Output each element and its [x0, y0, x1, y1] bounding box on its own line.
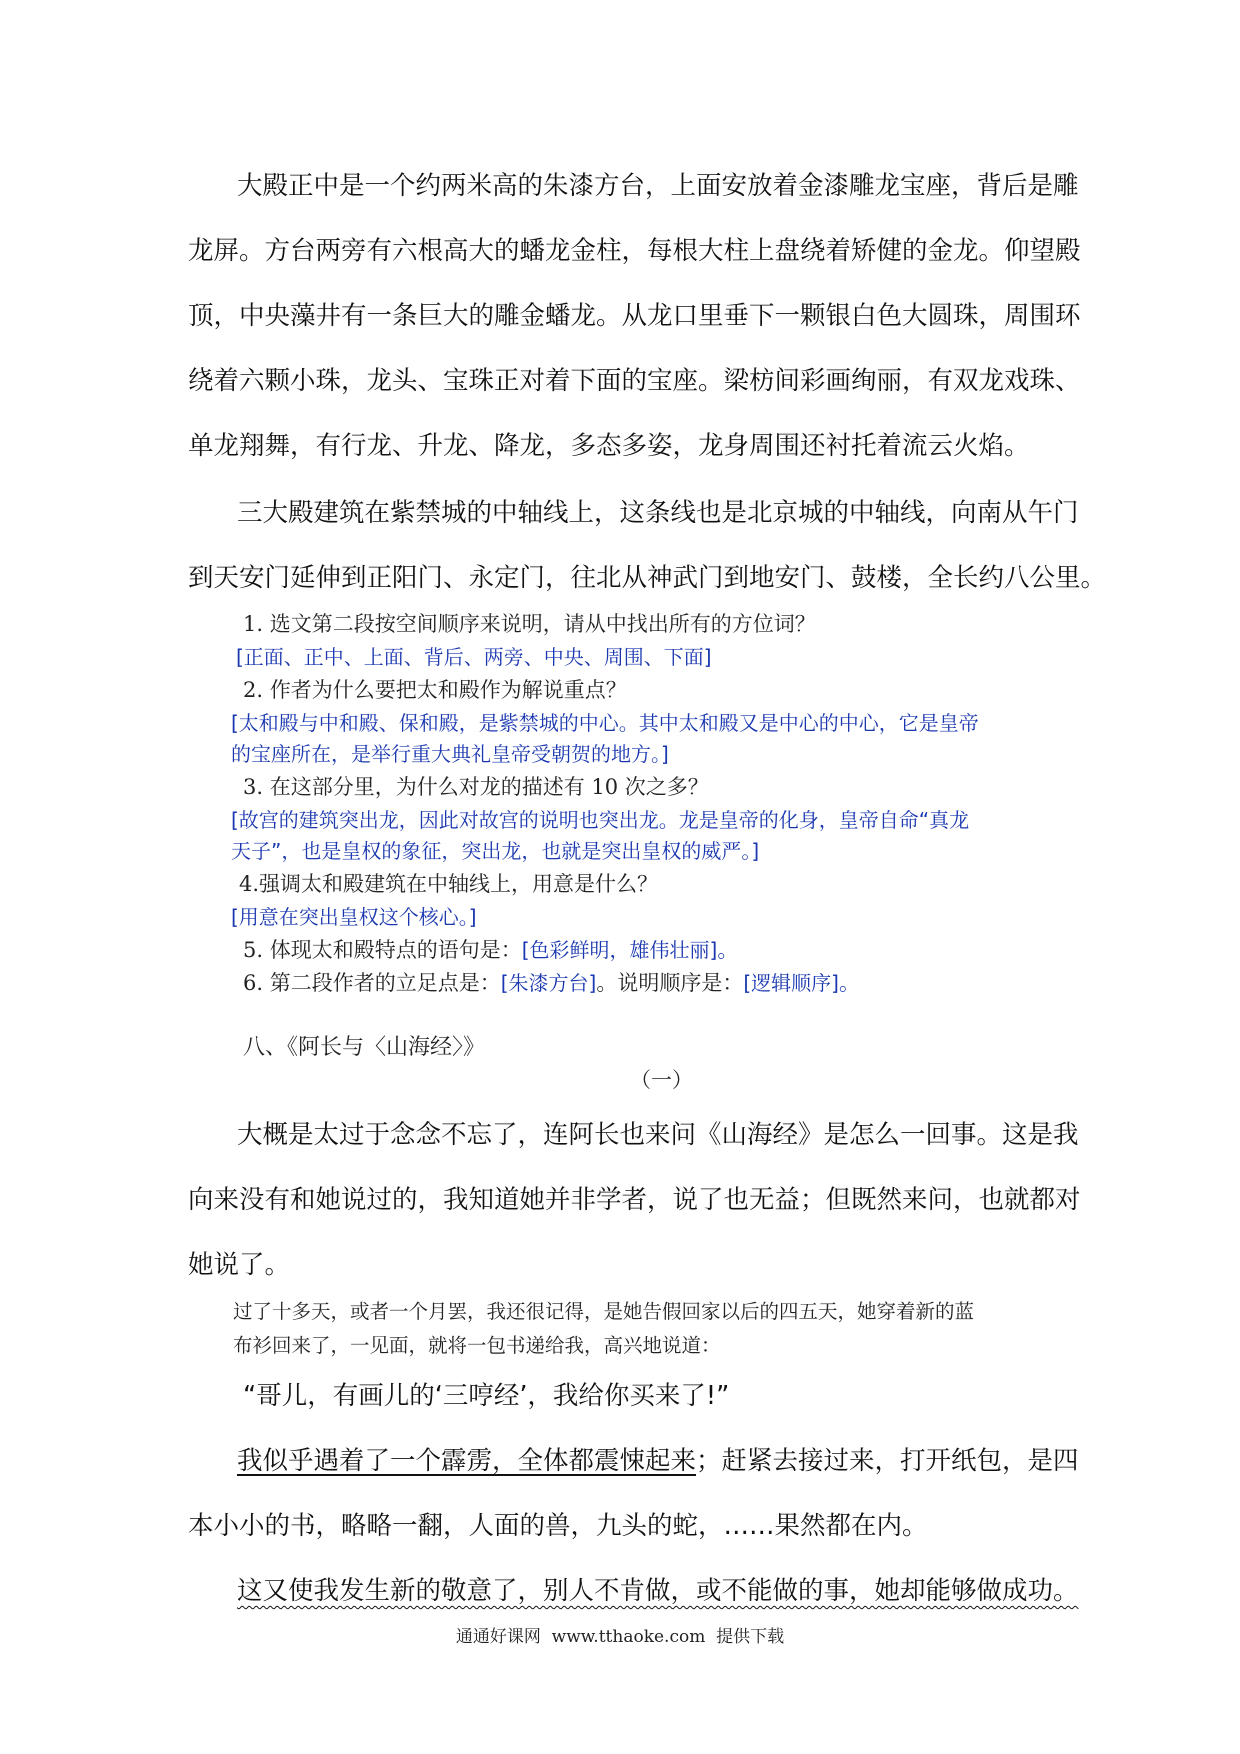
question-6	[243, 967, 860, 997]
question-6-middle: 。说明顺序是：	[596, 971, 744, 995]
answer-6-standpoint: [朱漆方台]	[500, 971, 597, 995]
passage-p3-line-2: 向来没有和她说过的，我知道她并非学者，说了也无益；但既然来问，也就都对	[188, 1185, 1081, 1215]
passage-p1-line-4: 绕着六颗小珠，龙头、宝珠正对着下面的宝座。梁枋间彩画绚丽，有双龙戏珠、	[188, 366, 1081, 396]
answer-2-line-2: 的宝座所在，是举行重大典礼皇帝受朝贺的地方。]	[231, 742, 669, 766]
answer-5: [色彩鲜明，雄伟壮丽]	[521, 938, 718, 962]
passage-p4-line-1: 过了十多天，或者一个月罢，我还很记得，是她告假回家以后的四五天，她穿着新的蓝	[233, 1300, 975, 1323]
section-subtitle: （一）	[630, 1068, 693, 1092]
passage-p6: 这又使我发生新的敬意了，别人不肯做，或不能做的事，她却能够做成功。	[237, 1576, 1079, 1606]
passage-p2-line-1: 三大殿建筑在紫禁城的中轴线上，这条线也是北京城的中轴线，向南从午门	[237, 498, 1079, 528]
passage-p5-line-1	[237, 1441, 1079, 1477]
answer-4: [用意在突出皇权这个核心。]	[231, 905, 477, 929]
question-6-prefix: 6. 第二段作者的立足点是：	[243, 971, 501, 995]
passage-p3-line-1: 大概是太过于念念不忘了，连阿长也来问《山海经》是怎么一回事。这是我	[237, 1120, 1079, 1150]
passage-p5-rest: ；赶紧去接过来，打开纸包，是四	[696, 1446, 1079, 1476]
passage-p2-line-2: 到天安门延伸到正阳门、永定门，往北从神武门到地安门、鼓楼，全长约八公里。	[188, 563, 1107, 593]
passage-p1-line-1: 大殿正中是一个约两米高的朱漆方台，上面安放着金漆雕龙宝座，背后是雕	[237, 171, 1079, 201]
question-5-suffix: 。	[717, 938, 739, 962]
answer-6-order: [逻辑顺序]	[743, 971, 839, 995]
passage-p5-underlined: 我似乎遇着了一个霹雳，全体都震悚起来	[237, 1446, 697, 1476]
question-1: 1. 选文第二段按空间顺序来说明，请从中找出所有的方位词？	[243, 612, 816, 636]
answer-2-line-1: [太和殿与中和殿、保和殿，是紫禁城的中心。其中太和殿又是中心的中心，它是皇帝	[231, 711, 979, 735]
page-footer: 通通好课网 www.tthaoke.com 提供下载	[455, 1627, 785, 1647]
quote-line: “哥儿，有画儿的‘三哼经’，我给你买来了!”	[243, 1381, 730, 1411]
question-6-suffix: 。	[838, 971, 860, 995]
question-2: 2. 作者为什么要把太和殿作为解说重点？	[243, 678, 627, 702]
answer-3-line-1: [故宫的建筑突出龙，因此对故宫的说明也突出龙。龙是皇帝的化身，皇帝自命“真龙	[231, 808, 970, 832]
passage-p1-line-3: 顶，中央藻井有一条巨大的雕金蟠龙。从龙口里垂下一颗银白色大圆珠，周围环	[188, 301, 1081, 331]
question-4: 4.强调太和殿建筑在中轴线上，用意是什么？	[239, 872, 659, 896]
question-5-prefix: 5. 体现太和殿特点的语句是：	[243, 938, 522, 962]
passage-p3-line-3: 她说了。	[188, 1250, 291, 1280]
question-3: 3. 在这部分里，为什么对龙的描述有 10 次之多？	[243, 775, 709, 799]
answer-1: [正面、正中、上面、背后、两旁、中央、周围、下面]	[236, 645, 712, 669]
question-5	[243, 934, 738, 964]
passage-p1-line-2: 龙屏。方台两旁有六根高大的蟠龙金柱，每根大柱上盘绕着矫健的金龙。仰望殿	[188, 236, 1081, 266]
passage-p4-line-2: 布衫回来了，一见面，就将一包书递给我，高兴地说道：	[233, 1334, 721, 1357]
section-title: 八、《阿长与〈山海经〉》	[243, 1035, 486, 1060]
answer-3-line-2: 天子”，也是皇权的象征，突出龙，也就是突出皇权的威严。]	[231, 839, 760, 863]
passage-p5-line-2: 本小小的书，略略一翻，人面的兽，九头的蛇，……果然都在内。	[188, 1511, 928, 1541]
passage-p1-line-5: 单龙翔舞，有行龙、升龙、降龙，多态多姿，龙身周围还衬托着流云火焰。	[188, 431, 1030, 461]
